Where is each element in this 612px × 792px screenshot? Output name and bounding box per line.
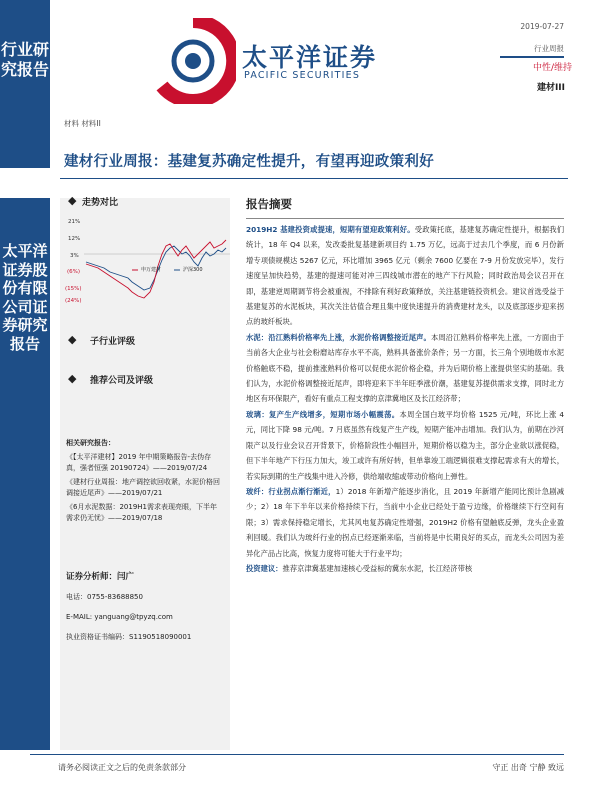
footer-divider <box>30 754 564 755</box>
sub-rating-heading: 子行业评级 <box>90 337 136 347</box>
recommend-marker-icon: ◆ <box>68 372 77 385</box>
related-reports <box>66 438 222 524</box>
y-tick-3: 3% <box>70 253 79 259</box>
breadcrumb: 材料 材料II <box>64 119 101 128</box>
recommend-heading: 推荐公司及评级 <box>90 376 154 386</box>
trend-heading: 走势对比 <box>82 198 119 208</box>
sector-label: 建材III <box>536 83 565 93</box>
analyst-email[interactable]: E-MAIL: yanguang@tpyzq.com <box>66 613 173 621</box>
summary-paragraph: 玻纤：行业拐点渐行渐近，1）2018 年新增产能逐步消化，且 2019 年新增产能同比预计急剧减少；2）18 年下半年以来价格持续下行，当前中小企业已经处于盈亏边缘，价格继续下行空间有限；3）需求保持稳定增长，尤其风电复苏确定性增强，2019H2 价格有望触底反弹，龙头企业盈利回暖。我们认为玻纤行业的拐点已经逐渐来临，当前将是中长期良好的买点，而龙头公司因为差异化产品占比高，恢复力度将可能大于行业平均； <box>246 486 565 558</box>
sidebar-top-label: 行业研究报告 <box>0 40 49 79</box>
company-logo <box>150 18 236 104</box>
analyst-info <box>66 570 226 643</box>
title-divider <box>60 178 568 179</box>
summary-paragraph: 投资建议：推荐京津冀基建加速核心受益标的冀东水泥，长江经济带核 <box>246 563 473 573</box>
trend-marker-icon: ◆ <box>68 194 77 207</box>
sidebar-top <box>0 0 50 168</box>
related-heading: 相关研究报告： <box>66 439 115 447</box>
y-tick-m15: (15%) <box>65 286 82 292</box>
header-divider <box>500 56 564 58</box>
summary-paragraph: 2019H2 基建投资或提速，短期有望迎政策利好。受政策托底，基建复苏确定性提升，根据我们统计，18 年 Q4 以来，发改委批复基建新项目约 1.75 万亿，远高于过去几个季度，而 6 月份新增专项债规模达 5267 亿元，环比增加 3965 亿元（剩余 7600 亿要在 7-9 月份发放完毕），发行速度呈加快趋势，基建的提速可能对冲三四线城市潜在的地产下行风险；同时政治局会议召开在即，基建逆周期调节将会被重视，不排除有利好政策释放，关注基建链投资机会。建议首选受益于基建复苏的水泥板块，其次关注估值合理且集中度快速提升的消费建材龙头，以及底部逐步迎来拐点的玻纤板块。 <box>246 225 564 327</box>
analyst-license: 执业资格证书编码：S1190518090001 <box>66 633 192 641</box>
logo-mark-icon <box>150 18 236 104</box>
report-date: 2019-07-27 <box>520 22 564 31</box>
company-name-en: PACIFIC SECURITIES <box>244 70 361 81</box>
rating-label: 中性/维持 <box>532 63 572 73</box>
summary-divider <box>246 218 564 219</box>
trend-chart <box>62 210 232 306</box>
y-tick-21: 21% <box>68 219 81 225</box>
legend-hs300: 沪深300 <box>183 267 203 273</box>
related-item[interactable]: 《【太平洋建材】2019 年中期策略报告-去伪存真，强者恒强 20190724》——2019/07/24 <box>66 453 212 472</box>
summary-heading: 报告摘要 <box>246 197 292 211</box>
y-tick-m24: (24%) <box>65 298 82 304</box>
footer-motto: 守正 出奇 宁静 致远 <box>492 763 564 772</box>
related-item[interactable]: 《建材行业周报：地产调控欲回收紧，水泥价格回调接近尾声》——2019/07/21 <box>66 478 220 497</box>
summary-paragraph: 水泥：沿江熟料价格率先上涨，水泥价格调整接近尾声。本周沿江熟料价格率先上涨，一方面由于当前各大企业与社会粉磨站库存水平不高，熟料具备涨价条件；另一方面，长三角个别地级市水泥价格触底不稳，提前推涨熟料价格可以促使水泥价格企稳，并为后期价格上涨提供坚实的基础。我们认为，水泥价格调整接近尾声，即将迎来下半年旺季涨价潮，基建复苏提供需求支撑，同时北方地区有环保限产，看好有重点工程支撑的京津冀地区及长江经济带； <box>246 332 565 404</box>
page-title: 建材行业周报：基建复苏确定性提升，有望再迎政策利好 <box>64 153 434 170</box>
related-item[interactable]: 《6月水泥数据：2019H1需求表现亮眼，下半年需求仍无忧》——2019/07/18 <box>66 503 217 522</box>
sidebar-bottom-label: 太平洋证券股份有限公司证券研究报告 <box>2 242 48 353</box>
analyst-phone: 电话：0755-83688850 <box>66 593 143 601</box>
y-tick-m6: (6%) <box>67 269 81 275</box>
company-name-cn: 太平洋证券 <box>242 43 378 72</box>
legend-sw-building: 申万建材 <box>141 267 162 273</box>
analyst-label: 证券分析师： <box>66 572 118 582</box>
sub-rating-marker-icon: ◆ <box>68 333 77 346</box>
footer-disclaimer: 请务必阅读正文之后的免责条款部分 <box>58 763 186 772</box>
sidebar-bottom <box>0 198 50 750</box>
report-type: 行业周报 <box>534 44 564 53</box>
summary-body <box>246 222 564 576</box>
summary-paragraph: 玻璃：复产生产线增多，短期市场小幅震荡。本周全国白玻平均价格 1525 元/吨，环比上涨 4 元，同比下降 98 元/吨。7 月底虽然有线复产生产线，短期产能冲击增加。我们认为，前期在沙河限产以及行业会议召开背景下，价格阶段性小幅回升，短期价格以稳为主，部分企业欲以涨促稳，但下半年地产下行压力加大，竣工或许有所好转，但单靠竣工端逻辑很难支撑起需求有大的增长，若实际到期的生产线集中进入冷修，供给端收缩或带动价格向上弹性。 <box>246 409 564 481</box>
analyst-name: 闫广 <box>117 572 135 582</box>
y-tick-12: 12% <box>68 236 81 242</box>
